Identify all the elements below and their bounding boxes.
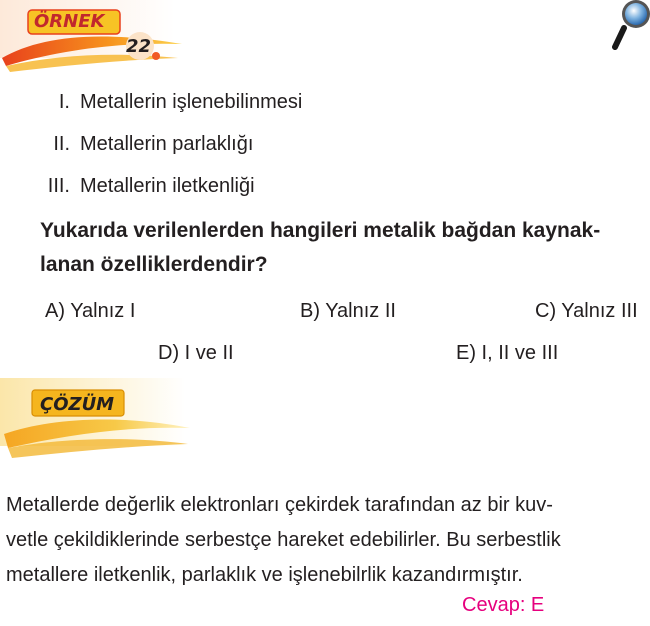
list-item [0,91,302,133]
question-text [40,214,645,282]
item-numeral: III. [47,175,70,197]
item-numeral: I. [58,91,70,113]
solution-text [6,488,646,593]
answer-text: Cevap: E [462,594,545,616]
example-label: ÖRNEK [34,11,105,32]
item-text: Metallerin iletkenliği [80,175,255,197]
option-c[interactable]: C) Yalnız III [535,300,638,322]
solution-badge [0,378,195,468]
example-badge [0,0,190,80]
list-item [0,133,302,175]
example-number: 22 [126,36,152,57]
list-item [0,175,302,217]
solution-line-2: vetle çekildiklerinde serbestçe hareket edebilirler. Bu serbestlik [6,529,561,551]
item-text: Metallerin parlaklığı [80,133,254,155]
option-a[interactable]: A) Yalnız I [45,300,136,322]
magnifier-icon [612,0,650,52]
solution-badge-graphic [0,378,195,468]
item-numeral: II. [53,133,70,155]
question-line-2: lanan özelliklerdendir? [40,253,268,276]
item-text: Metallerin işlenebilinmesi [80,91,303,113]
question-line-1: Yukarıda verilenlerden hangileri metalik bağdan kaynak- [40,219,601,242]
option-e[interactable]: E) I, II ve III [456,342,559,364]
solution-label: ÇÖZÜM [40,394,115,415]
item-list [0,91,302,217]
solution-line-3: metallere iletkenlik, parlaklık ve işlenebilrlik kazandırmıştır. [6,564,523,586]
solution-line-1: Metallerde değerlik elektronları çekirdek tarafından az bir kuv- [6,494,553,516]
option-b[interactable]: B) Yalnız II [300,300,396,322]
option-d[interactable]: D) I ve II [158,342,234,364]
